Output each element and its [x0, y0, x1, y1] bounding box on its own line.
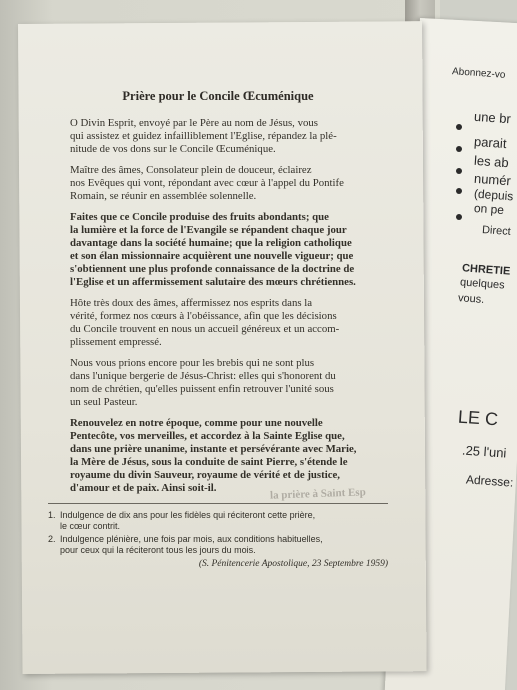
prayer-line: davantage dans la société humaine; que la religion catholique: [70, 237, 352, 249]
prayer-line: Faites que ce Concile produise des fruits abondants; que: [70, 211, 329, 223]
show-through-text: la prière à Saint Esp: [269, 486, 366, 502]
prayer-line: d'amour et de paix. Ainsi soit-il.: [70, 482, 217, 494]
right-price: .25 l'uni: [461, 442, 507, 461]
right-direct: Direct: [481, 224, 512, 238]
prayer-line: nitude de vos dons sur le Concile Œcuménique.: [70, 143, 276, 155]
right-bullet-2: parait: [473, 133, 508, 152]
right-adresse: Adresse:: [465, 472, 514, 490]
right-bullet-4: numér: [473, 170, 512, 189]
right-bullet-5: on pe: [473, 200, 505, 218]
prayer-line: du Concile trouvent en nous un accueil généreux et un accom-: [70, 323, 340, 335]
footnotes: [48, 510, 388, 555]
footnote-divider: [48, 503, 388, 504]
footnote-item: [48, 510, 388, 531]
bullet-icon: [456, 168, 462, 174]
footnote-line: pour ceux qui la réciteront tous les jours du mois.: [60, 544, 256, 555]
right-bullet-3: les ab: [473, 152, 510, 171]
prayer-paragraph: [48, 357, 388, 409]
prayer-line: vérité, formez nos cœurs à l'obéissance, afin que les décisions: [70, 310, 337, 322]
prayer-title: Prière pour le Concile Œcuménique: [122, 89, 314, 103]
right-le-c: LE C: [457, 406, 499, 430]
footnote-line: le cœur contrit.: [60, 520, 121, 531]
prayer-line: Hôte très doux des âmes, affermissez nos esprits dans la: [70, 297, 313, 309]
prayer-line: plissement empressé.: [70, 336, 162, 348]
right-quelques: quelques: [459, 276, 506, 292]
footnote-signature: (S. Pénitencerie Apostolique, 23 Septembre 1959): [198, 559, 388, 569]
prayer-line: dans l'unique bergerie de Jésus-Christ: elles qui s'honorent du: [70, 370, 336, 382]
bullet-icon: [456, 188, 462, 194]
bullet-icon: [456, 146, 462, 152]
right-header: Abonnez-vo: [451, 66, 506, 81]
prayer-paragraph: [48, 417, 388, 495]
bullet-icon: [456, 124, 462, 130]
prayer-line: la Mère de Jésus, sous la conduite de saint Pierre, s'étende le: [70, 456, 348, 468]
prayer-line: dans une prière unanime, instante et persévérante avec Marie,: [70, 443, 357, 455]
prayer-line: et son élan missionnaire acquièrent une nouvelle vigueur; que: [70, 250, 354, 262]
footnote-number: 2.: [48, 534, 56, 544]
prayer-line: Renouvelez en notre époque, comme pour une nouvelle: [70, 417, 323, 429]
prayer-line: qui assistez et guidez infailliblement l'Eglise, répandez la plé-: [70, 130, 337, 142]
footnote-text: [60, 534, 388, 555]
right-depuis: (depuis: [473, 186, 514, 204]
prayer-paragraph: [48, 164, 388, 203]
prayer-line: Pentecôte, vos merveilles, et accordez à la Sainte Eglise que,: [70, 430, 345, 442]
prayer-line: s'obtiennent une plus profonde connaissance de la doctrine de: [70, 263, 355, 275]
prayer-line: Nous vous prions encore pour les brebis qui ne sont plus: [70, 357, 315, 369]
prayer-line: l'Eglise et un affermissement salutaire des mœurs chrétiennes.: [70, 276, 356, 288]
right-vous: vous.: [457, 292, 485, 306]
prayer-paragraph: [48, 117, 388, 156]
footnote-item: [48, 534, 388, 555]
prayer-paragraph: [48, 211, 388, 289]
prayer-line: nom de chrétien, qu'elles puissent enfin retrouver l'unité sous: [70, 383, 334, 395]
prayer-paragraphs: [48, 117, 388, 495]
footnote-line: Indulgence de dix ans pour les fidèles qui réciteront cette prière,: [60, 510, 316, 520]
prayer-line: un seul Pasteur.: [70, 396, 138, 408]
prayer-paragraph: [48, 297, 388, 349]
footnote-text: [60, 510, 388, 531]
prayer-line: royaume du divin Sauveur, royaume de vérité et de justice,: [70, 469, 341, 481]
footnote-line: Indulgence plénière, une fois par mois, aux conditions habituelles,: [60, 534, 323, 544]
prayer-line: Maître des âmes, Consolateur plein de douceur, éclairez: [70, 164, 312, 176]
prayer-line: Romain, se réunir en assemblée solennelle.: [70, 190, 257, 202]
right-chretiens: CHRETIE: [461, 262, 511, 278]
prayer-line: la lumière et la force de l'Evangile se répandent chaque jour: [70, 224, 347, 236]
right-bullet-1: une br: [473, 108, 512, 127]
prayer-line: nos Evêques qui vont, répondant avec cœur à l'appel du Pontife: [70, 177, 344, 189]
prayer-line: O Divin Esprit, envoyé par le Père au nom de Jésus, vous: [70, 117, 318, 129]
bullet-icon: [456, 214, 462, 220]
footnote-number: 1.: [48, 510, 56, 520]
